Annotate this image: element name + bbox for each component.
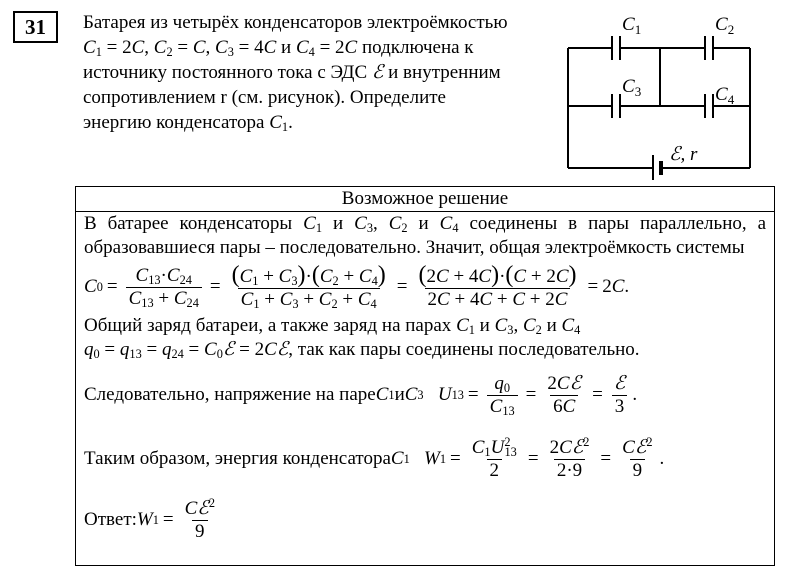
answer: Ответ: W 1 = $\frac{Cℰ^2}{9}$ xyxy=(84,495,215,542)
solution-paragraph-1: В батарее конденсаторы $C_1$ и $C_3$, $C_2$ и $C_4$ соединены в пары параллельно, а образовавшиеся пары – последовательно. Значит, общая электроёмкость системы xyxy=(84,213,767,258)
problem-line-1: Батарея из четырёх конденсаторов электроёмкостью xyxy=(83,12,508,33)
solution-box xyxy=(75,186,775,566)
problem-line-2: $C_1 = 2C$, $C_2 = C$, $C_3 = 4C$ и $C_4 = 2C$ подключена к xyxy=(83,37,474,59)
solution-header: Возможное решение xyxy=(76,187,774,212)
equation-energy: Таким образом, энергия конденсатора C 1 W 1 = $\frac{C_1U^2_{13}}{2}$ = $\frac{2Cℰ^2}{2\cdot 9}$ = $\frac{Cℰ^2}{9}$ . xyxy=(84,434,665,481)
problem-statement xyxy=(83,10,543,135)
task-number: 31 xyxy=(13,11,58,43)
problem-line-4: сопротивлением r (см. рисунок). Определите xyxy=(83,87,446,108)
problem-line-3: источнику постоянного тока с ЭДС ℰ и внутренним xyxy=(83,62,501,83)
label-c4: $C_4$ xyxy=(715,84,735,107)
circuit-diagram xyxy=(560,8,780,180)
equation-voltage: Следовательно, напряжение на паре C 1 и C 3 U 13 = $\frac{q_0}{C_{13}}$ = $\frac{\text{2Cℰ}}{6C}$ = $\frac{\text{ℰ}}{3}$ . xyxy=(84,372,638,418)
label-source: ℰ, r xyxy=(669,144,698,165)
solution-paragraph-2: Общий заряд батареи, а также заряд на парах $C_1$ и $C_3$, $C_2$ и $C_4$ $q_0 = q_{13} = q_{24}$ = $C_0ℰ$ = 2Cℰ, так как пары соединены последовательно. xyxy=(84,315,640,361)
problem-line-5: энергию конденсатора $C_1$. xyxy=(83,112,293,134)
label-c2: $C_2$ xyxy=(715,14,735,37)
label-c1: $C_1$ xyxy=(622,14,642,37)
label-c3: $C_3$ xyxy=(622,76,642,99)
equation-total-capacitance: C 0 = $\frac{C_{13}\cdot C_{24}}{C_{13} + C_{24}}$ = $\frac{(C_1 + C_3)\cdot(C_2 + C_4)}{C_1 + C_3 + C_2 + C_4}$ = $\frac{(2C + 4C)\cdot(C + 2C)}{2C + 4C + C + 2C}$ = 2 C . xyxy=(84,261,630,311)
